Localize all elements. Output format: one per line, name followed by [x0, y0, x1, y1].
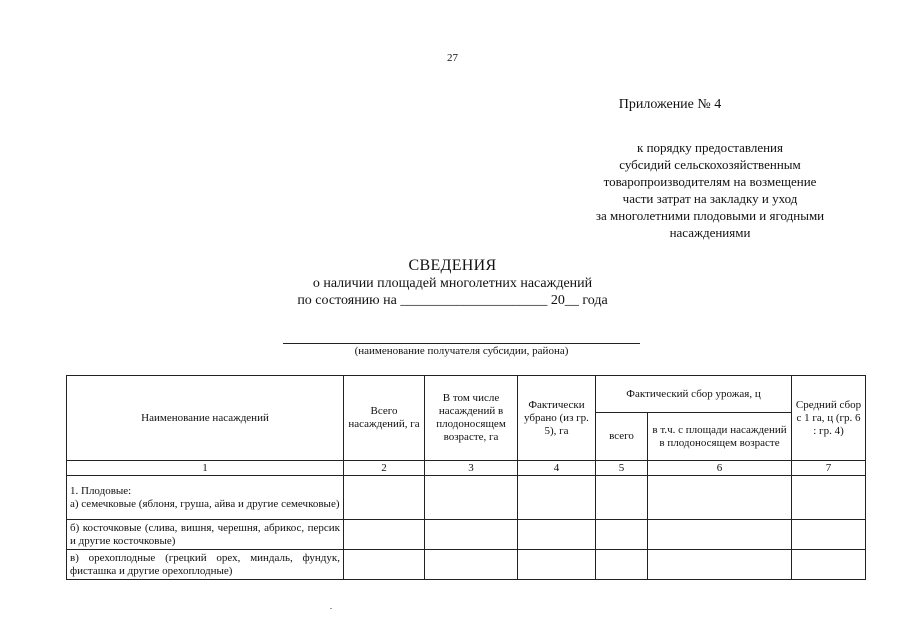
table-cell[interactable] — [648, 476, 792, 520]
appendix-line: к порядку предоставления — [637, 140, 783, 155]
appendix-line: за многолетними плодовыми и ягодными — [595, 208, 825, 223]
table-cell[interactable] — [792, 476, 866, 520]
table-cell[interactable] — [648, 520, 792, 550]
table-cell[interactable] — [792, 550, 866, 580]
table-cell[interactable] — [344, 476, 425, 520]
header-average: Средний сбор с 1 га, ц (гр. 6 : гр. 4) — [792, 376, 866, 461]
document-subtitle: о наличии площадей многолетних насаждений — [312, 276, 593, 291]
table-cell[interactable] — [344, 520, 425, 550]
header-yield-fruiting: в т.ч. с площади насаждений в плодоносящем возрасте — [648, 413, 792, 461]
recipient-caption: (наименование получателя субсидии, района) — [354, 345, 569, 357]
table-cell[interactable] — [596, 476, 648, 520]
column-number: 4 — [518, 461, 596, 476]
category-label: а) семечковые (яблоня, груша, айва и другие семечковые) — [70, 497, 340, 510]
scan-speck — [330, 608, 332, 609]
table-cell[interactable] — [425, 550, 518, 580]
column-number: 6 — [648, 461, 792, 476]
column-number: 2 — [344, 461, 425, 476]
table-cell[interactable] — [344, 550, 425, 580]
column-number: 1 — [67, 461, 344, 476]
appendix-title: Приложение № 4 — [618, 97, 722, 112]
appendix-description — [560, 139, 860, 241]
appendix-line: насаждениями — [669, 225, 751, 240]
table-row-label — [67, 476, 344, 520]
table-cell[interactable] — [518, 520, 596, 550]
appendix-line: товаропроизводителям на возмещение — [603, 174, 817, 189]
table-cell[interactable] — [648, 550, 792, 580]
table-cell[interactable] — [596, 520, 648, 550]
column-number: 3 — [425, 461, 518, 476]
appendix-line: субсидий сельскохозяйственным — [619, 157, 801, 172]
table-cell[interactable] — [792, 520, 866, 550]
category-label: в) орехоплодные (грецкий орех, миндаль, фундук, фисташка и другие орехоплодные) — [70, 551, 340, 577]
table-row-label — [67, 550, 344, 580]
header-fruiting: В том числе насаждений в плодоносящем возрасте, га — [425, 376, 518, 461]
page-number: 27 — [447, 52, 458, 64]
header-harvested: Фактически убрано (из гр. 5), га — [518, 376, 596, 461]
header-yield-total: всего — [596, 413, 648, 461]
header-total: Всего насаждений, га — [344, 376, 425, 461]
header-yield-group: Фактический сбор урожая, ц — [596, 376, 792, 413]
category-label: б) косточковые (слива, вишня, черешня, абрикос, персик и другие косточковые) — [70, 521, 340, 547]
recipient-field-line — [283, 343, 640, 344]
column-number: 5 — [596, 461, 648, 476]
table-cell[interactable] — [596, 550, 648, 580]
document-title: СВЕДЕНИЯ — [408, 257, 497, 274]
header-name: Наименование насаждений — [67, 376, 344, 461]
document-date-line: по состоянию на _____________________ 20__ года — [297, 293, 608, 308]
column-number: 7 — [792, 461, 866, 476]
category-heading: 1. Плодовые: — [70, 484, 132, 497]
table-cell[interactable] — [518, 476, 596, 520]
table-row-label — [67, 520, 344, 550]
table-cell[interactable] — [425, 520, 518, 550]
table-cell[interactable] — [518, 550, 596, 580]
table-cell[interactable] — [425, 476, 518, 520]
appendix-line: части затрат на закладку и уход — [622, 191, 798, 206]
data-table — [66, 375, 866, 580]
